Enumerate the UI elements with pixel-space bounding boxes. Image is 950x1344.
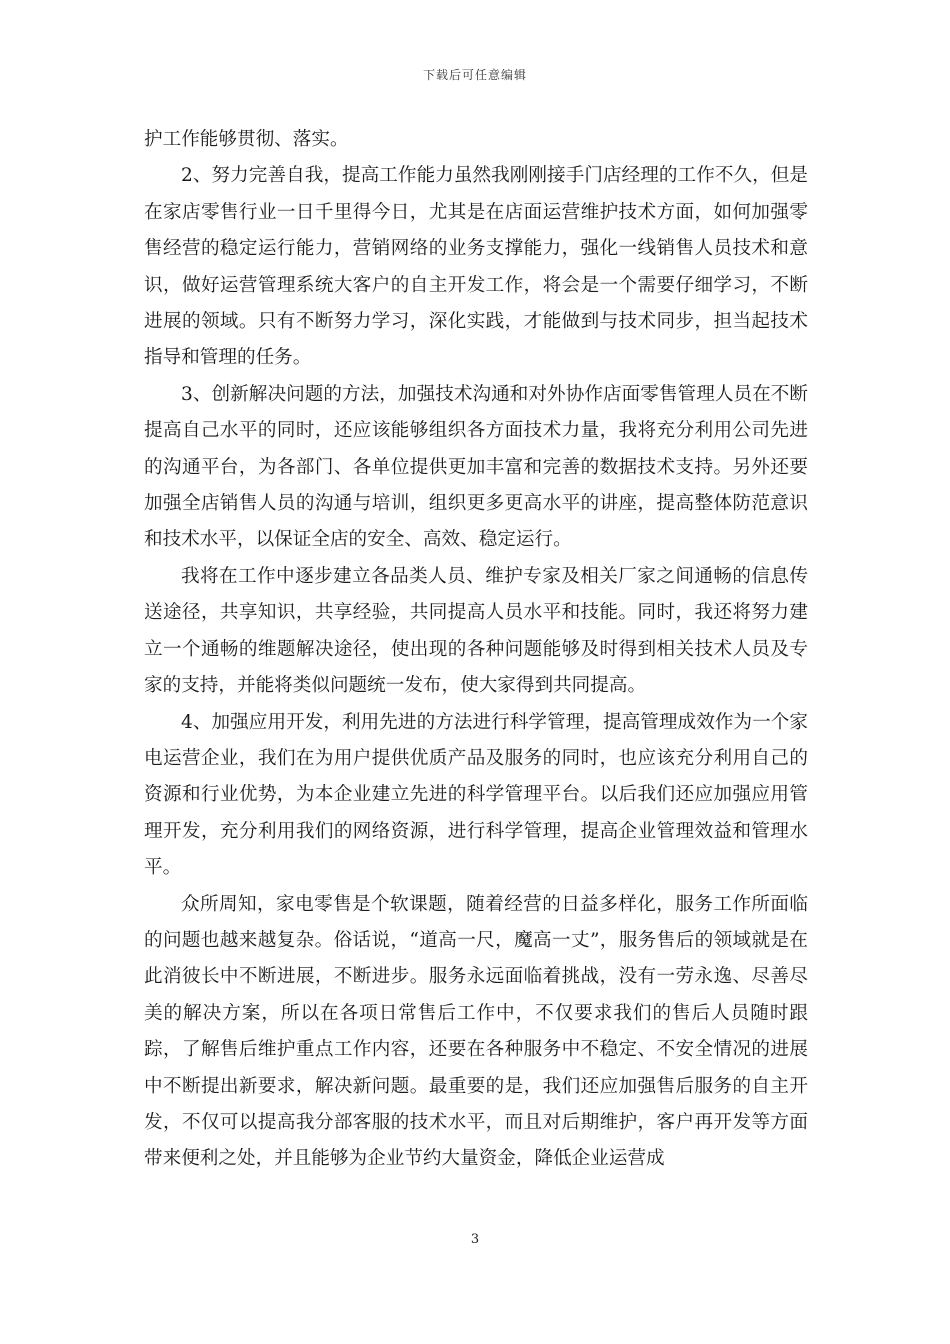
page-number: 3: [470, 1232, 480, 1247]
paragraph-item-3: 3、创新解决问题的方法，加强技术沟通和对外协作店面零售管理人员在不断提高自己水平的同时，还应该能够组织各方面技术力量，我将充分利用公司先进的沟通平台，为各部门、各单位提供更加丰富和完善的数据技术支持。另外还要加强全店销售人员的沟通与培训，组织更多更高水平的讲座，提高整体防范意识和技术水平，以保证全店的安全、高效、稳定运行。: [144, 383, 808, 551]
paragraph-information-channels: 我将在工作中逐步建立各品类人员、维护专家及相关厂家之间通畅的信息传送途径，共享知识，共享经验，共同提高人员水平和技能。同时，我还将努力建立一个通畅的维题解决途径，使出现的各种问题能够及时得到相关技术人员及专家的支持，并能将类似问题统一发布，使大家得到共同提高。: [144, 565, 808, 697]
paragraph-item-2: 2、努力完善自我，提高工作能力虽然我刚刚接手门店经理的工作不久，但是在家店零售行业一日千里得今日，尤其是在店面运营维护技术方面，如何加强零售经营的稳定运行能力，营销网络的业务支撑能力，强化一线销售人员技术和意识，做好运营管理系统大客户的自主开发工作，将会是一个需要仔细学习，不断进展的领域。只有不断努力学习，深化实践，才能做到与技术同步，担当起技术指导和管理的任务。: [144, 165, 808, 369]
paragraph-continuation: 护工作能够贯彻、落实。: [144, 129, 349, 150]
paragraph-after-sales: 众所周知，家电零售是个软课题，随着经营的日益多样化，服务工作所面临的问题也越来越复杂。俗话说，“道高一尺，魔高一丈”，服务售后的领域就是在此消彼长中不断进展，不断进步。服务永远面临着挑战，没有一劳永逸、尽善尽美的解决方案，所以在各项日常售后工作中，不仅要求我们的售后人员随时跟踪，了解售后维护重点工作内容，还要在各种服务中不稳定、不安全情况的进展中不断提出新要求，解决新问题。最重要的是，我们还应加强售后服务的自主开发，不仅可以提高我分部客服的技术水平，而且对后期维护，客户再开发等方面带来便利之处，并且能够为企业节约大量资金，降低企业运营成: [144, 893, 808, 1170]
page-header: 下载后可任意编辑: [422, 68, 527, 82]
paragraph-item-4: 4、加强应用开发，利用先进的方法进行科学管理，提高管理成效作为一个家电运营企业，我们在为用户提供优质产品及服务的同时，也应该充分利用自己的资源和行业优势，为本企业建立先进的科学管理平台。以后我们还应加强应用管理开发，充分利用我们的网络资源，进行科学管理，提高企业管理效益和管理水平。: [144, 711, 808, 879]
document-body: [144, 122, 808, 1178]
